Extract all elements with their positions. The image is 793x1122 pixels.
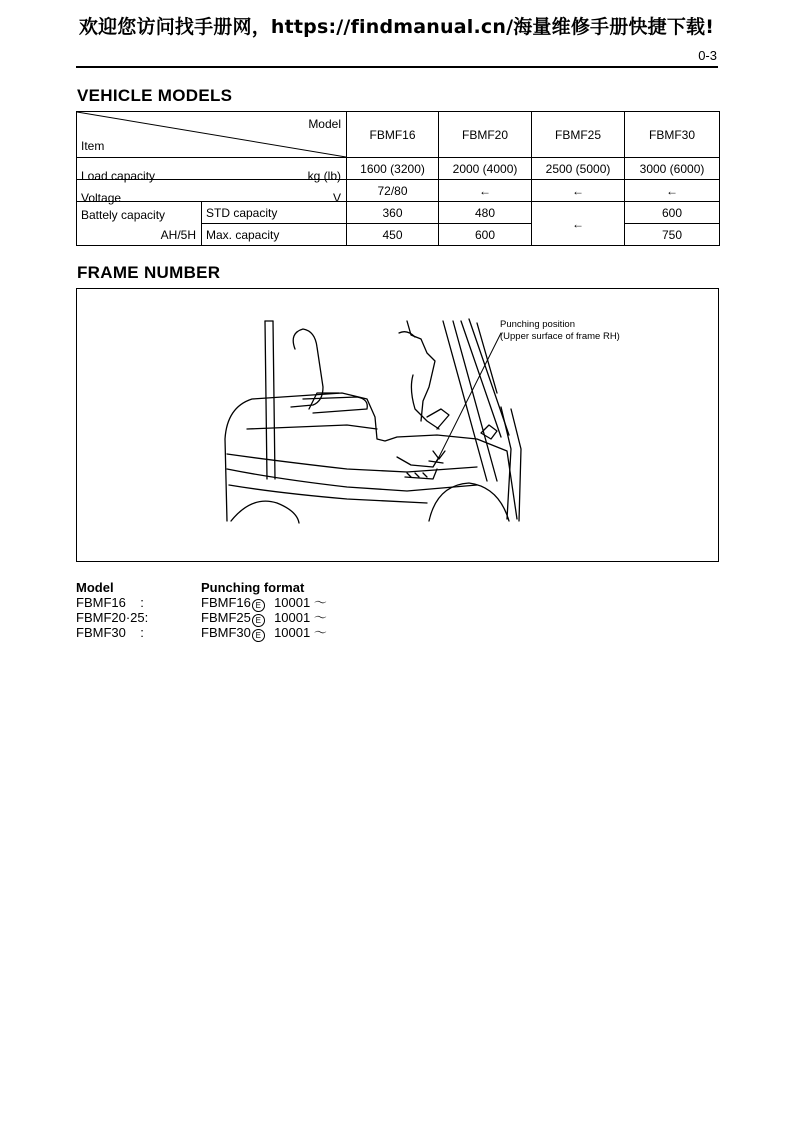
diagonal-line [77, 112, 346, 157]
std-capacity-label: STD capacity [202, 202, 347, 224]
battery-std-row [77, 202, 720, 224]
callout-line-1: Punching position [500, 319, 575, 330]
table-header-row [77, 112, 720, 158]
punching-model: FBMF20·25: [76, 610, 149, 625]
load-capacity-row [77, 158, 720, 180]
load-capacity-label-cell [77, 158, 347, 183]
voltage-row [77, 180, 720, 202]
punching-model: FBMF30 : [76, 625, 144, 640]
max-capacity-value: 450 [347, 224, 439, 246]
punching-col-model: Model [76, 580, 114, 595]
header-item-label: Item [81, 139, 105, 153]
voltage-label: Voltage [81, 190, 122, 205]
battery-capacity-label: Battely capacity [81, 208, 166, 222]
voltage-value: ← [532, 180, 625, 202]
download-banner: 欢迎您访问找手册网，https://findmanual.cn/海量维修手册快捷下载! [78, 16, 715, 38]
callout-line-2: (Upper surface of frame RH) [500, 331, 620, 342]
model-header: FBMF25 [532, 112, 625, 158]
format-suffix: 10001 ～ [274, 625, 327, 640]
circled-e-icon: E [252, 599, 265, 612]
model-header: FBMF16 [347, 112, 439, 158]
header-model-label: Model [308, 117, 341, 131]
max-capacity-label: Max. capacity [202, 224, 347, 246]
punching-col-format: Punching format [201, 580, 305, 595]
forklift-illustration [77, 289, 718, 561]
frame-number-title: FRAME NUMBER [77, 263, 221, 282]
diagonal-header-cell [77, 112, 347, 158]
max-capacity-value: 750 [625, 224, 720, 246]
punching-format [201, 625, 327, 642]
battery-capacity-label-cell [77, 202, 202, 246]
battery-capacity-unit: AH/5H [160, 228, 196, 242]
frame-number-figure [76, 288, 719, 562]
format-prefix: FBMF16 [201, 595, 251, 610]
circled-e-icon: E [252, 614, 265, 627]
std-capacity-value: 480 [439, 202, 532, 224]
load-capacity-value: 2000 (4000) [439, 158, 532, 180]
format-prefix: FBMF25 [201, 610, 251, 625]
format-prefix: FBMF30 [201, 625, 251, 640]
page-number: 0-3 [698, 48, 717, 63]
load-capacity-label: Load capacity [81, 168, 156, 183]
std-capacity-value: 600 [625, 202, 720, 224]
voltage-unit: V [332, 190, 341, 205]
voltage-value: ← [439, 180, 532, 202]
punching-position-callout [500, 319, 620, 343]
punching-model: FBMF16 : [76, 595, 144, 610]
fbmf25-battery-value: ← [532, 202, 625, 246]
header-rule [76, 66, 718, 68]
max-capacity-value: 600 [439, 224, 532, 246]
format-suffix: 10001 ～ [274, 595, 327, 610]
voltage-value: 72/80 [347, 180, 439, 202]
model-header: FBMF20 [439, 112, 532, 158]
voltage-label-cell [77, 180, 347, 205]
model-header: FBMF30 [625, 112, 720, 158]
circled-e-icon: E [252, 629, 265, 642]
std-capacity-value: 360 [347, 202, 439, 224]
voltage-value: ← [625, 180, 720, 202]
format-suffix: 10001 ～ [274, 610, 327, 625]
load-capacity-unit: kg (lb) [307, 168, 341, 183]
vehicle-models-table [76, 111, 720, 246]
load-capacity-value: 3000 (6000) [625, 158, 720, 180]
vehicle-models-title: VEHICLE MODELS [77, 86, 233, 105]
load-capacity-value: 2500 (5000) [532, 158, 625, 180]
load-capacity-value: 1600 (3200) [347, 158, 439, 180]
